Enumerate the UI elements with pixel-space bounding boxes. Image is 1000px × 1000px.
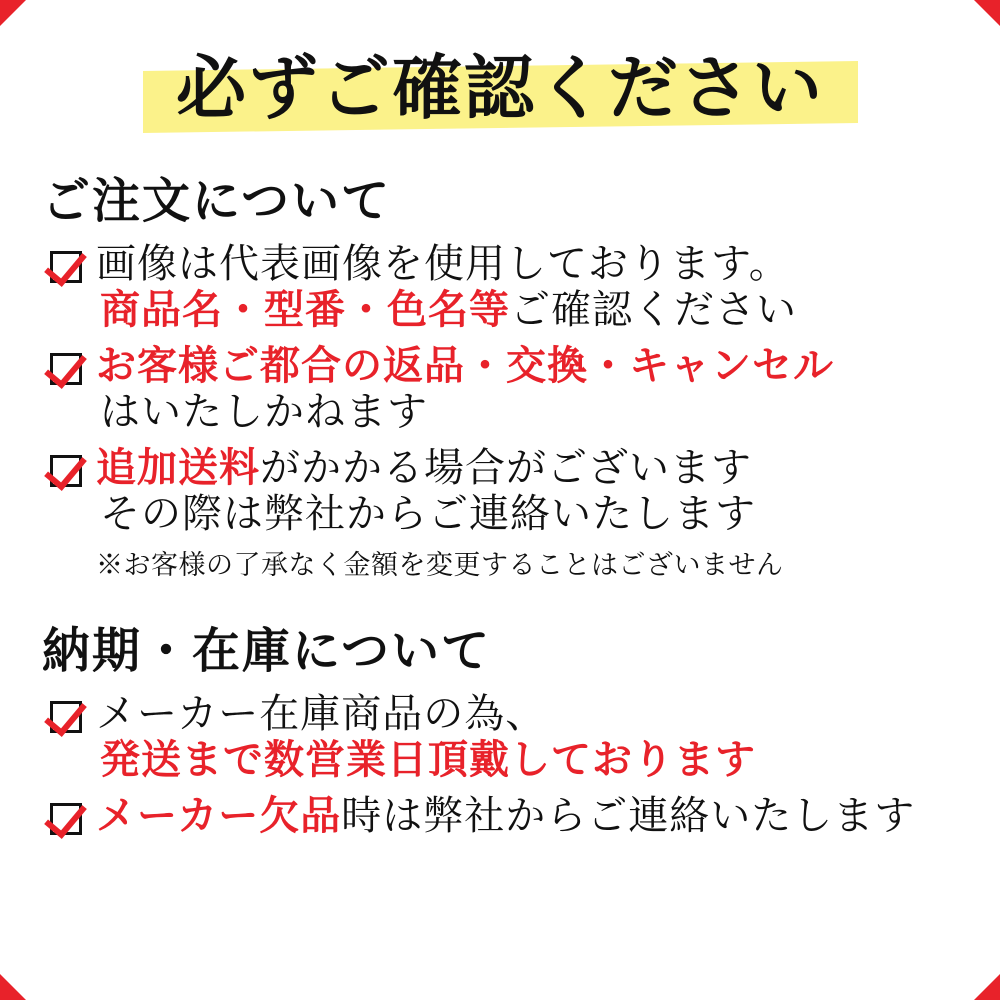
list-item-line: 画像は代表画像を使用しております。 <box>96 241 790 286</box>
title-text: 必ずご確認ください <box>176 51 824 128</box>
list-item <box>48 793 1000 839</box>
list-item <box>48 241 1000 333</box>
list-item-line: メーカー在庫商品の為、 <box>96 691 547 736</box>
checkbox-checked-icon <box>48 799 88 839</box>
list-item-note: ※お客様の了承なく金額を変更することはございません <box>96 550 784 580</box>
list-item-text <box>96 343 1000 435</box>
corner-decoration-top-left <box>0 0 26 26</box>
list-item-text <box>96 241 1000 333</box>
section-heading-orders: ご注文について <box>42 175 392 228</box>
list-item <box>48 691 1000 783</box>
list-item <box>48 445 1000 537</box>
corner-decoration-bottom-right <box>974 974 1000 1000</box>
checkbox-checked-icon <box>48 451 88 491</box>
checkbox-checked-icon <box>48 349 88 389</box>
list-item-text <box>96 793 1000 839</box>
checkbox-checked-icon <box>48 697 88 737</box>
list-item-line: その際は弊社からご連絡いたします <box>100 491 756 536</box>
corner-decoration-bottom-left <box>0 974 26 1000</box>
checkbox-checked-icon <box>48 247 88 287</box>
list-item-text <box>96 691 1000 783</box>
list-item-line: メーカー欠品時は弊社からご連絡いたします <box>96 793 916 838</box>
list-item <box>48 343 1000 435</box>
list-item-line: はいたしかねます <box>100 389 428 434</box>
list-item-line: 商品名・型番・色名等ご確認ください <box>100 287 797 332</box>
list-item-text <box>96 445 1000 537</box>
corner-decoration-top-right <box>974 0 1000 26</box>
list-item-line: 発送まで数営業日頂戴しております <box>100 737 756 782</box>
list-item-line: 追加送料がかかる場合がございます <box>96 445 752 490</box>
section-heading-delivery: 納期・在庫について <box>42 625 492 678</box>
page-title <box>0 42 1000 138</box>
list-item-line: お客様ご都合の返品・交換・キャンセル <box>96 343 834 388</box>
